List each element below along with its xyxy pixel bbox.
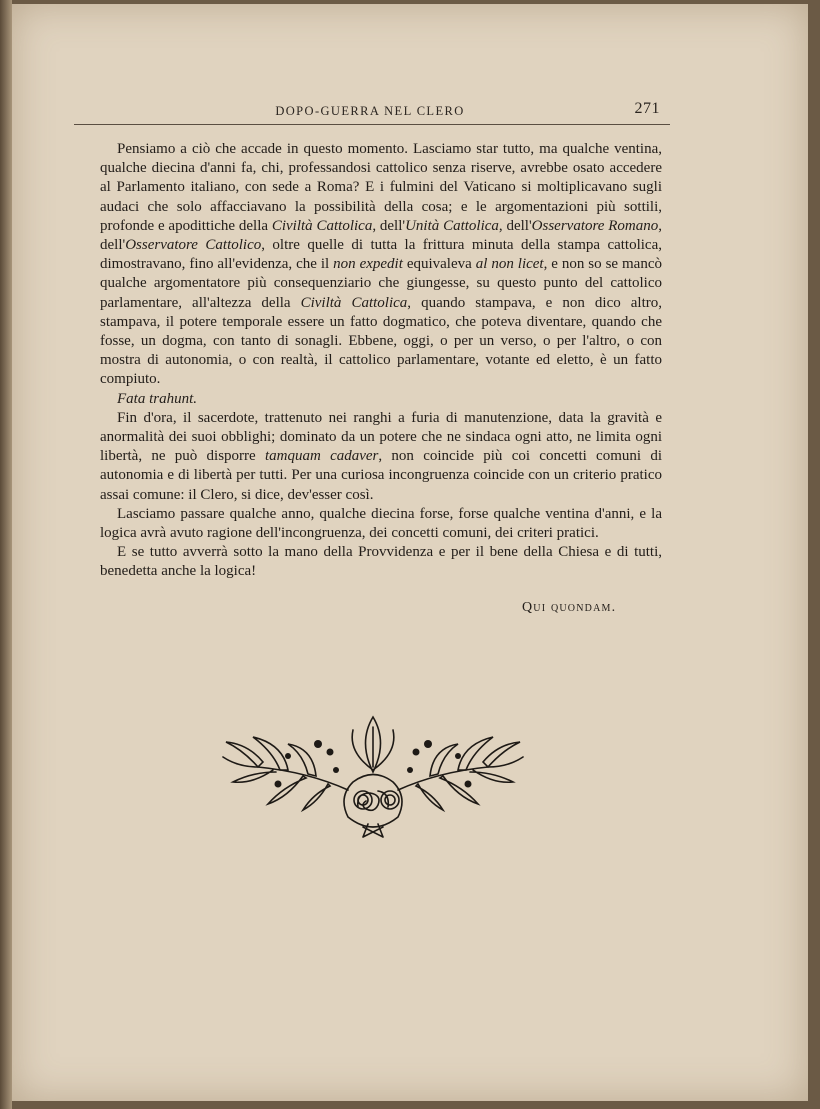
- text-run: equivaleva: [402, 256, 476, 273]
- text-run: E se tutto avverrà sotto la mano della Provvidenza e per il bene della Chiesa e di tutti, benedetta anche la logica!: [100, 544, 662, 580]
- italic-run: Osservatore Cattolico: [125, 237, 262, 254]
- paragraph: [100, 543, 662, 581]
- book-gutter: [0, 0, 12, 1109]
- text-run: , quando stampava, e non dico altro, stampava, il potere temporale essere un fatto dogmatico, che poteva diventare, quando che fosse, un dogma, con tanto di sonagli. Ebbene, oggi, o per un verso, o per l'altro, o con mostra di autonomia, o con realtà, il cattolico parlamentare, votante ed eletto, è un fatto compiuto.: [100, 294, 662, 388]
- text-run: , dell': [100, 217, 662, 254]
- italic-run: Unità Cattolica: [405, 217, 499, 234]
- running-head: [72, 98, 668, 122]
- text-run: Lasciamo passare qualche anno, qualche diecina forse, forse qualche ventina d'anni, e la logica avrà avuto ragione dell'incongruenza, dei concetti comuni, dei criteri pratici.: [100, 505, 662, 542]
- italic-run: Civiltà Cattolica: [271, 217, 373, 234]
- text-run: Fin d'ora, il sacerdote, trattenuto nei ranghi a furia di manutenzione, data la gravità e anormalità dei suoi obblighi; dominato da un potere che ne sindaca ogni atto, ne limita ogni libertà, ne può disporre: [100, 409, 662, 465]
- running-title: DOPO-GUERRA NEL CLERO: [275, 104, 465, 118]
- floral-ornament: [218, 712, 528, 842]
- paragraph: [100, 390, 662, 409]
- text-run: , dell': [372, 217, 406, 234]
- paragraph: [100, 409, 662, 505]
- paragraph: [100, 505, 662, 543]
- article-body: [100, 140, 662, 582]
- text-run: , oltre quelle di tutta la frittura minuta della stampa cattolica, dimostravano, fino all'evidenza, che il: [100, 237, 662, 273]
- author-signature: Qui quondam.: [522, 600, 617, 615]
- text-run: , non coincide più coi concetti comuni di autonomia e di libertà per tutti. Per una curiosa incongruenza coincide con un criterio pratico assai comune: il Clero, si dice, dev'esser così.: [100, 448, 662, 503]
- text-run: , e non so se mancò qualche argomentatore più consequenziario che giungesse, su questo punto del cattolico parlamentare, all'altezza della: [100, 256, 662, 311]
- header-rule: [74, 124, 670, 125]
- italic-run: Fata trahunt.: [117, 390, 198, 407]
- text-run: , dell': [498, 217, 532, 234]
- italic-run: al non licet: [475, 256, 544, 273]
- page-number: 271: [634, 100, 660, 117]
- italic-run: non expedit: [333, 256, 403, 273]
- italic-run: Osservatore Romano: [531, 217, 659, 234]
- text-run: Pensiamo a ciò che accade in questo momento. Lasciamo star tutto, ma qualche ventina, qualche diecina d'anni fa, chi, professandosi cattolico senza riserve, avrebbe osato accedere al Parlamento italiano, con sede a Roma? E i fulmini del Vaticano si moltiplicavano sugli audaci che solo affacciavano la possibilità della cosa; e le argomentazioni più sottili, profonde e apodittiche della: [100, 141, 662, 234]
- italic-run: Civiltà Cattolica: [300, 294, 408, 311]
- paragraph: [100, 140, 662, 390]
- italic-run: tamquam cadaver: [264, 448, 379, 465]
